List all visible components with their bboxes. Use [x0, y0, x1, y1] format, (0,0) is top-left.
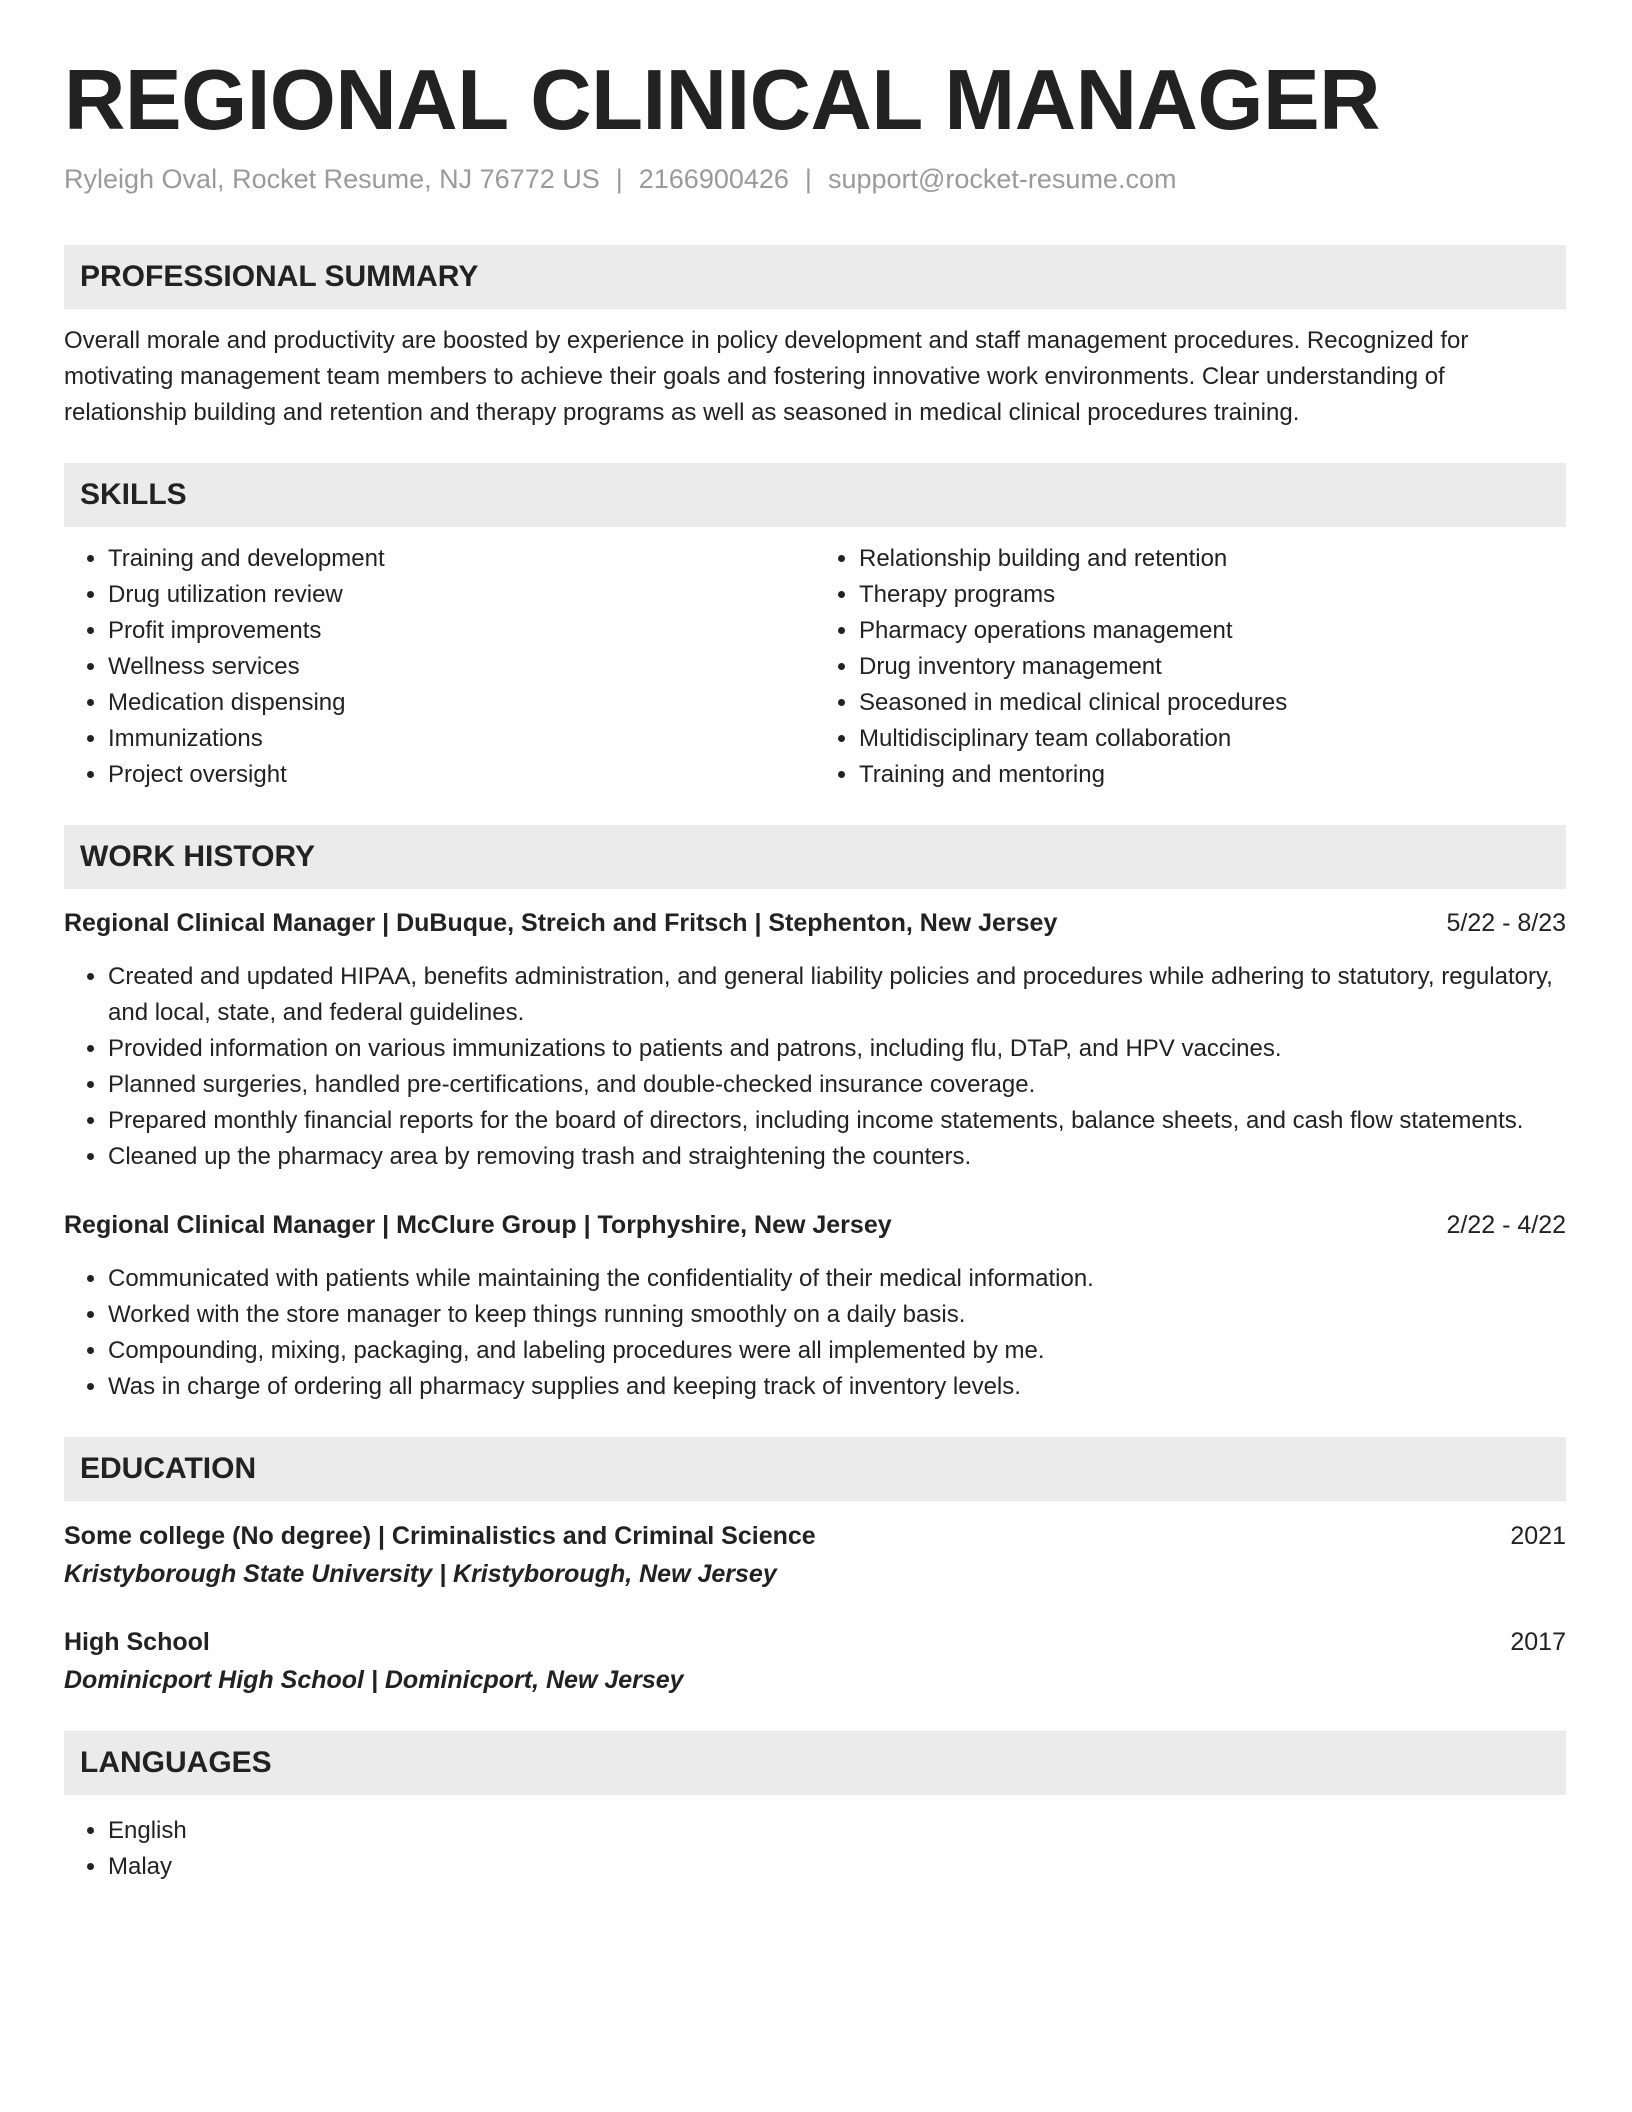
education-degree: Some college (No degree) | Criminalistics and Criminal Science: [64, 1522, 816, 1550]
education-year: 2017: [1510, 1628, 1566, 1656]
job-bullet: • Cleaned up the pharmacy area by removing trash and straightening the counters.: [108, 1139, 1566, 1175]
education-degree: High School: [64, 1628, 210, 1656]
skills-section: [64, 463, 1566, 793]
education-section: [64, 1437, 1566, 1699]
skills-list-left: [64, 541, 815, 793]
skills-list-right: [815, 541, 1566, 793]
contact-separator: |: [804, 164, 812, 194]
job-title: Regional Clinical Manager | McClure Group | Torphyshire, New Jersey: [64, 1211, 892, 1239]
skill-item: • Medication dispensing: [108, 685, 815, 721]
skills-heading: SKILLS: [64, 463, 1566, 527]
skill-item: • Seasoned in medical clinical procedures: [859, 685, 1566, 721]
skill-item: • Drug inventory management: [859, 649, 1566, 685]
job-header: [64, 1207, 1566, 1243]
skill-item: • Pharmacy operations management: [859, 613, 1566, 649]
job-dates: 5/22 - 8/23: [1446, 909, 1566, 937]
resume-page: [64, 50, 1566, 1885]
job-dates: 2/22 - 4/22: [1446, 1211, 1566, 1239]
job-bullet: • Created and updated HIPAA, benefits administration, and general liability policies and procedures while adhering to statutory, regulatory, and local, state, and federal guidelines.: [108, 959, 1566, 1031]
resume-title: REGIONAL CLINICAL MANAGER: [64, 53, 1381, 148]
summary-section: [64, 245, 1566, 431]
skill-item: • Project oversight: [108, 757, 815, 793]
job-title: Regional Clinical Manager | DuBuque, Streich and Fritsch | Stephenton, New Jersey: [64, 909, 1058, 937]
education-heading: EDUCATION: [64, 1437, 1566, 1501]
language-item: • Malay: [108, 1849, 1566, 1885]
work-history-heading: WORK HISTORY: [64, 825, 1566, 889]
job-header: [64, 905, 1566, 941]
skill-item: • Multidisciplinary team collaboration: [859, 721, 1566, 757]
job-entry: [64, 1207, 1566, 1405]
job-bullets: [64, 1261, 1566, 1405]
skill-item: • Wellness services: [108, 649, 815, 685]
job-bullet: • Communicated with patients while maintaining the confidentiality of their medical information.: [108, 1261, 1566, 1297]
skills-columns: [64, 541, 1566, 793]
contact-separator: |: [615, 164, 623, 194]
contact-address: Ryleigh Oval, Rocket Resume, NJ 76772 US: [64, 164, 600, 194]
skill-item: • Profit improvements: [108, 613, 815, 649]
skill-item: • Relationship building and retention: [859, 541, 1566, 577]
job-bullet: • Provided information on various immunizations to patients and patrons, including flu, DTaP, and HPV vaccines.: [108, 1031, 1566, 1067]
summary-text: Overall morale and productivity are boosted by experience in policy development and staff management procedures. Recognized for motivating management team members to achieve their goals and fostering innovative work environments. Clear understanding of relationship building and retention and therapy programs as well as seasoned in medical clinical procedures training.: [64, 327, 1469, 426]
work-history-section: [64, 825, 1566, 1405]
job-entry: [64, 905, 1566, 1175]
contact-line: [64, 164, 1566, 195]
education-entry: [64, 1517, 1566, 1593]
education-header: [64, 1623, 1566, 1661]
education-year: 2021: [1510, 1522, 1566, 1550]
languages-heading: LANGUAGES: [64, 1731, 1566, 1795]
job-bullet: • Was in charge of ordering all pharmacy supplies and keeping track of inventory levels.: [108, 1369, 1566, 1405]
education-entry: [64, 1623, 1566, 1699]
job-bullets: [64, 959, 1566, 1175]
contact-phone: 2166900426: [638, 164, 789, 194]
skill-item: • Therapy programs: [859, 577, 1566, 613]
skill-item: • Drug utilization review: [108, 577, 815, 613]
contact-email: support@rocket-resume.com: [827, 164, 1177, 194]
education-school: Dominicport High School | Dominicport, New Jersey: [64, 1666, 684, 1694]
job-bullet: • Prepared monthly financial reports for the board of directors, including income statements, balance sheets, and cash flow statements.: [108, 1103, 1566, 1139]
education-header: [64, 1517, 1566, 1555]
languages-list: [64, 1813, 1566, 1885]
summary-heading: PROFESSIONAL SUMMARY: [64, 245, 1566, 309]
skill-item: • Training and mentoring: [859, 757, 1566, 793]
language-item: • English: [108, 1813, 1566, 1849]
education-school: Kristyborough State University | Kristyborough, New Jersey: [64, 1560, 777, 1588]
languages-section: [64, 1731, 1566, 1885]
job-bullet: • Worked with the store manager to keep things running smoothly on a daily basis.: [108, 1297, 1566, 1333]
job-bullet: • Compounding, mixing, packaging, and labeling procedures were all implemented by me.: [108, 1333, 1566, 1369]
skill-item: • Immunizations: [108, 721, 815, 757]
job-bullet: • Planned surgeries, handled pre-certifications, and double-checked insurance coverage.: [108, 1067, 1566, 1103]
skill-item: • Training and development: [108, 541, 815, 577]
